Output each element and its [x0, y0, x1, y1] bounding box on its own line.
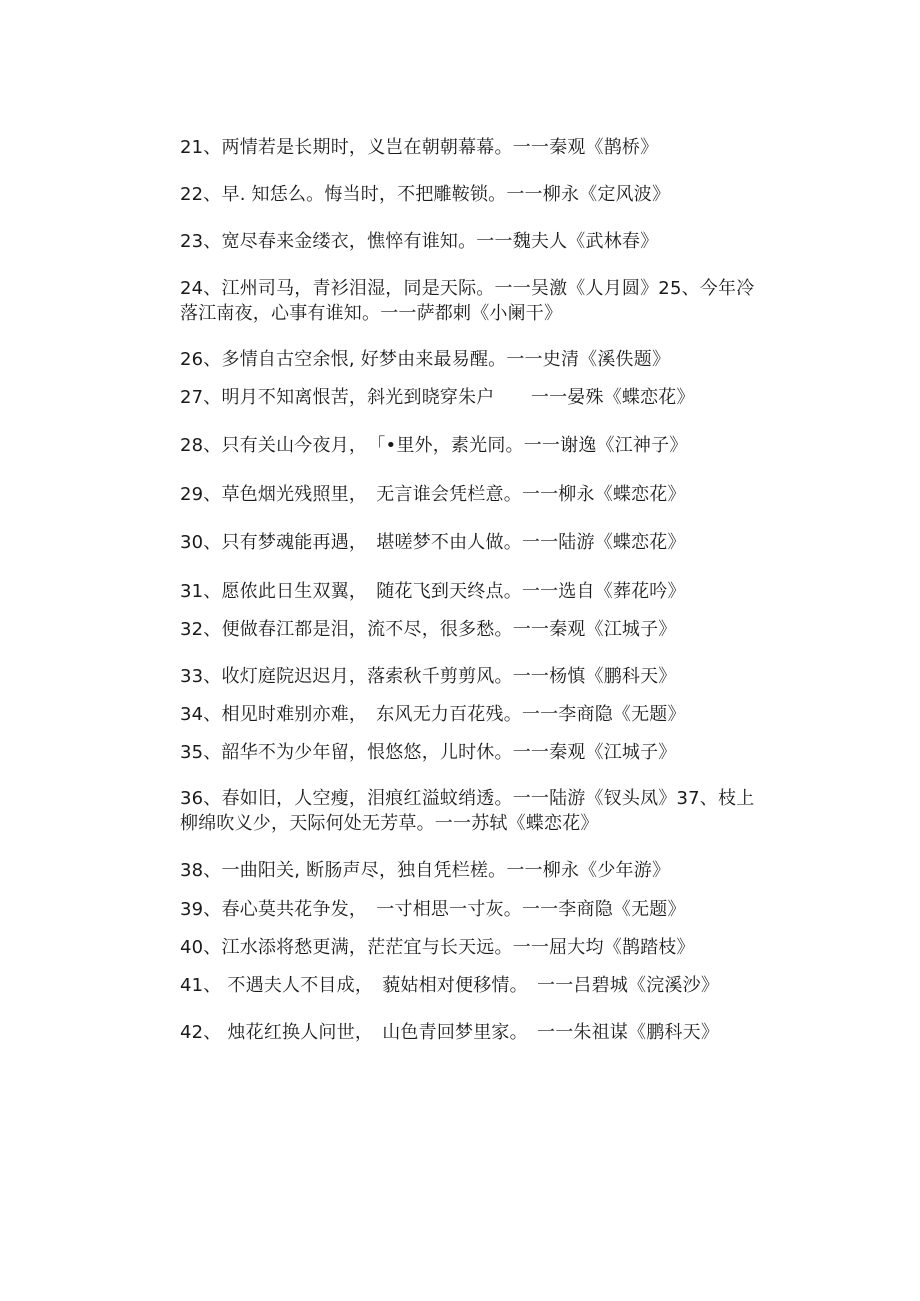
poem-line-39: 39、春心莫共花争发， 一寸相思一寸灰。一一李商隐《无题》: [180, 899, 686, 920]
poem-line-40: 40、江水添将愁更满，茫茫宜与长天远。一一屈大均《鹊踏枝》: [180, 937, 695, 958]
poem-line-35: 35、韶华不为少年留，恨悠悠，儿时休。一一秦观《江城子》: [180, 742, 677, 763]
poem-line-31: 31、愿侬此日生双翼， 随花飞到天终点。一一选自《葬花吟》: [180, 581, 686, 602]
poem-line-36-37: 36、春如旧，人空瘦，泪痕红溢蚊绡透。一一陆游《钗头凤》37、枝上柳绵吹义少，天际何处无芳草。一一苏轼《蝶恋花》: [180, 788, 755, 834]
poem-line-30: 30、只有梦魂能再遇， 堪嗟梦不由人做。一一陆游《蝶恋花》: [180, 532, 686, 553]
poem-line-29: 29、草色烟光残照里， 无言谁会凭栏意。一一柳永《蝶恋花》: [180, 484, 686, 505]
poem-line-41: 41、 不遇夫人不目成， 藐姑相对便移情。 一一吕碧城《浣溪沙》: [180, 975, 720, 996]
poem-line-22: 22、早. 知恁么。悔当时，不把雕鞍锁。一一柳永《定风波》: [180, 184, 671, 205]
poem-line-32: 32、便做春江都是泪，流不尽，很多愁。一一秦观《江城子》: [180, 619, 677, 640]
poem-line-26: 26、多情自古空余恨, 好梦由来最易醒。一一史清《溪佚题》: [180, 349, 671, 370]
poem-line-27: 27、明月不知离恨苦，斜光到晓穿朱户 一一晏殊《蝶恋花》: [180, 387, 695, 408]
poem-line-24-25: 24、江州司马，青衫泪湿，同是天际。一一吴激《人月圆》25、今年冷落江南夜，心事有谁知。一一萨都剌《小阑干》: [180, 278, 755, 324]
poem-line-28: 28、只有关山今夜月， 「•里外，素光同。一一谢逸《江神子》: [180, 435, 688, 456]
poem-line-34: 34、相见时难别亦难， 东风无力百花残。一一李商隐《无题》: [180, 704, 686, 725]
poem-line-42: 42、 烛花红换人问世， 山色青回梦里家。 一一朱祖谋《鹏科天》: [180, 1022, 720, 1043]
poem-line-38: 38、一曲阳关, 断肠声尽，独自凭栏槎。一一柳永《少年游》: [180, 860, 671, 881]
poem-line-23: 23、宽尽春来金缕衣，憔悴有谁知。一一魏夫人《武林春》: [180, 231, 659, 252]
poem-line-21: 21、两情若是长期时，义岂在朝朝幕幕。一一秦观《鹊桥》: [180, 137, 659, 158]
poem-line-33: 33、收灯庭院迟迟月，落索秋千剪剪风。一一杨慎《鹏科天》: [180, 666, 677, 687]
